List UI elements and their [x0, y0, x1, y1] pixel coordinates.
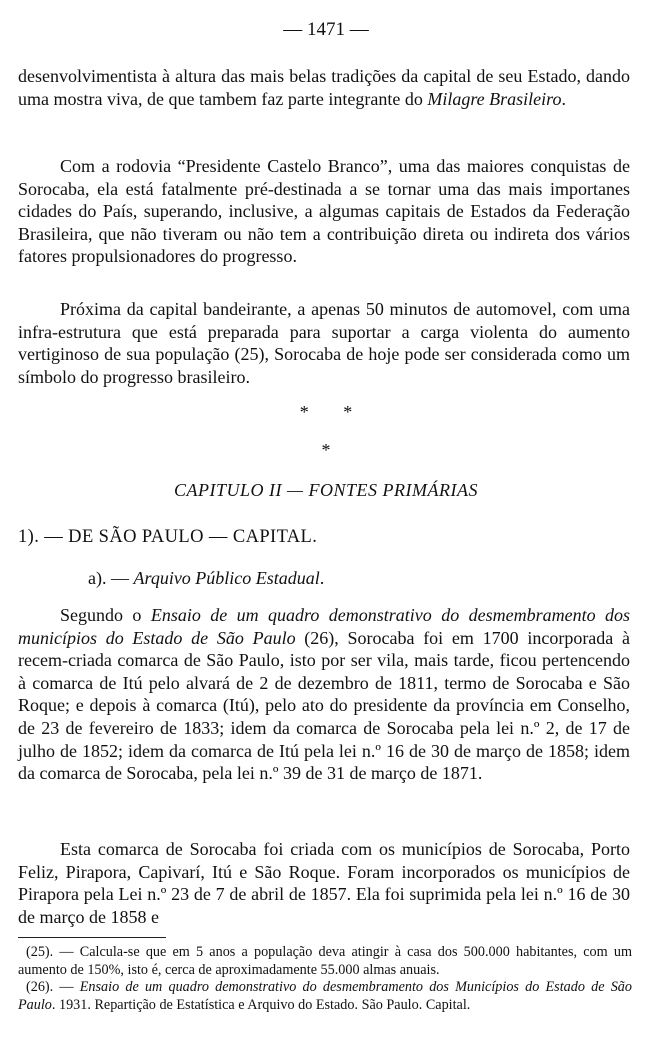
footnote-26-rest: . 1931. Repartição de Estatística e Arquivo do Estado. São Paulo. Capital.	[51, 996, 471, 1013]
subsection-heading	[88, 568, 324, 589]
footnote-26-italic: Ensaio de um quadro demonstrativo do desmembramento dos Municípios do Estado de São Paulo	[18, 979, 632, 1013]
chapter-title: CAPITULO II — FONTES PRIMÁRIAS	[174, 480, 478, 500]
section-heading: 1). — DE SÃO PAULO — CAPITAL.	[18, 527, 318, 547]
section-break-stars-top: * *	[299, 402, 353, 422]
footnote-divider	[18, 937, 166, 938]
paragraph-1	[18, 65, 630, 110]
footnote-26	[18, 979, 632, 1014]
paragraph-4-italic: Ensaio de um quadro demonstrativo do desmembramento dos municípios do Estado de São Paulo	[18, 605, 631, 648]
paragraph-2-text: Com a rodovia “Presidente Castelo Branco”, uma das maiores conquistas de Sorocaba, ela está fatalmente pré-destinada a se tornar uma das mais importanes cidades do País, superando, inclusive, a algumas capitais de Estados da Federação Brasileira, que não tiveram ou não tem a contribuição direta ou indireta dos vários fatores propulsionadores do progresso.	[18, 156, 630, 267]
paragraph-4-rest: (26), Sorocaba foi em 1700 incorporada à recem-criada comarca de São Paulo, isto por ser vila, mais tarde, ficou pertencendo à comarca de Itú pelo alvará de 2 de dezembro de 1811, termo de Sorocaba e São Roque; e depois à comarca (Itú), pelo ato do presidente da província em Conselho, de 23 de fevereiro de 1833; idem da comarca de Sorocaba pela lei n.º 2, de 17 de julho de 1852; idem da comarca de Itú pela lei n.º 16 de 30 de março de 1858; idem da comarca de Sorocaba, pela lei n.º 39 de 31 de março de 1871.	[18, 627, 630, 784]
paragraph-4	[18, 604, 630, 785]
paragraph-2	[18, 155, 630, 268]
subsection-prefix: a). —	[88, 568, 134, 588]
paragraph-3	[18, 298, 630, 388]
section-break-star-bottom: *	[321, 440, 331, 460]
paragraph-1-end: .	[561, 88, 566, 109]
footnote-26-start: (26). —	[26, 979, 80, 996]
paragraph-1-text: desenvolvimentista à altura das mais belas tradições da capital de seu Estado, dando uma mostra viva, de que tambem faz parte integrante do	[18, 66, 630, 109]
page-number: — 1471 —	[283, 19, 369, 40]
footnotes	[18, 944, 632, 1014]
paragraph-3-text: Próxima da capital bandeirante, a apenas 50 minutos de automovel, com uma infra-estrutura que está preparada para suportar a carga violenta do aumento vertiginoso de sua população (25), Sorocaba de hoje pode ser considerada como um símbolo do progresso brasileiro.	[18, 299, 630, 387]
paragraph-5	[18, 838, 630, 928]
subsection-end: .	[319, 568, 325, 588]
subsection-title: Arquivo Público Estadual	[133, 568, 320, 588]
paragraph-4-start: Segundo o	[60, 605, 151, 625]
paragraph-5-text: Esta comarca de Sorocaba foi criada com os municípios de Sorocaba, Porto Feliz, Pirapora, Capivarí, Itú e São Roque. Foram incorporados os municípios de Pirapora pela Lei n.º 23 de 7 de abril de 1857. Ela foi suprimida pela lei n.º 16 de 30 de março de 1858 e	[18, 839, 630, 927]
paragraph-1-italic: Milagre Brasileiro	[427, 88, 562, 109]
footnote-25: (25). — Calcula-se que em 5 anos a população deva atingir à casa dos 500.000 habitantes, com um aumento de 150%, isto é, cerca de aproximadamente 55.000 almas anuais.	[18, 944, 632, 978]
